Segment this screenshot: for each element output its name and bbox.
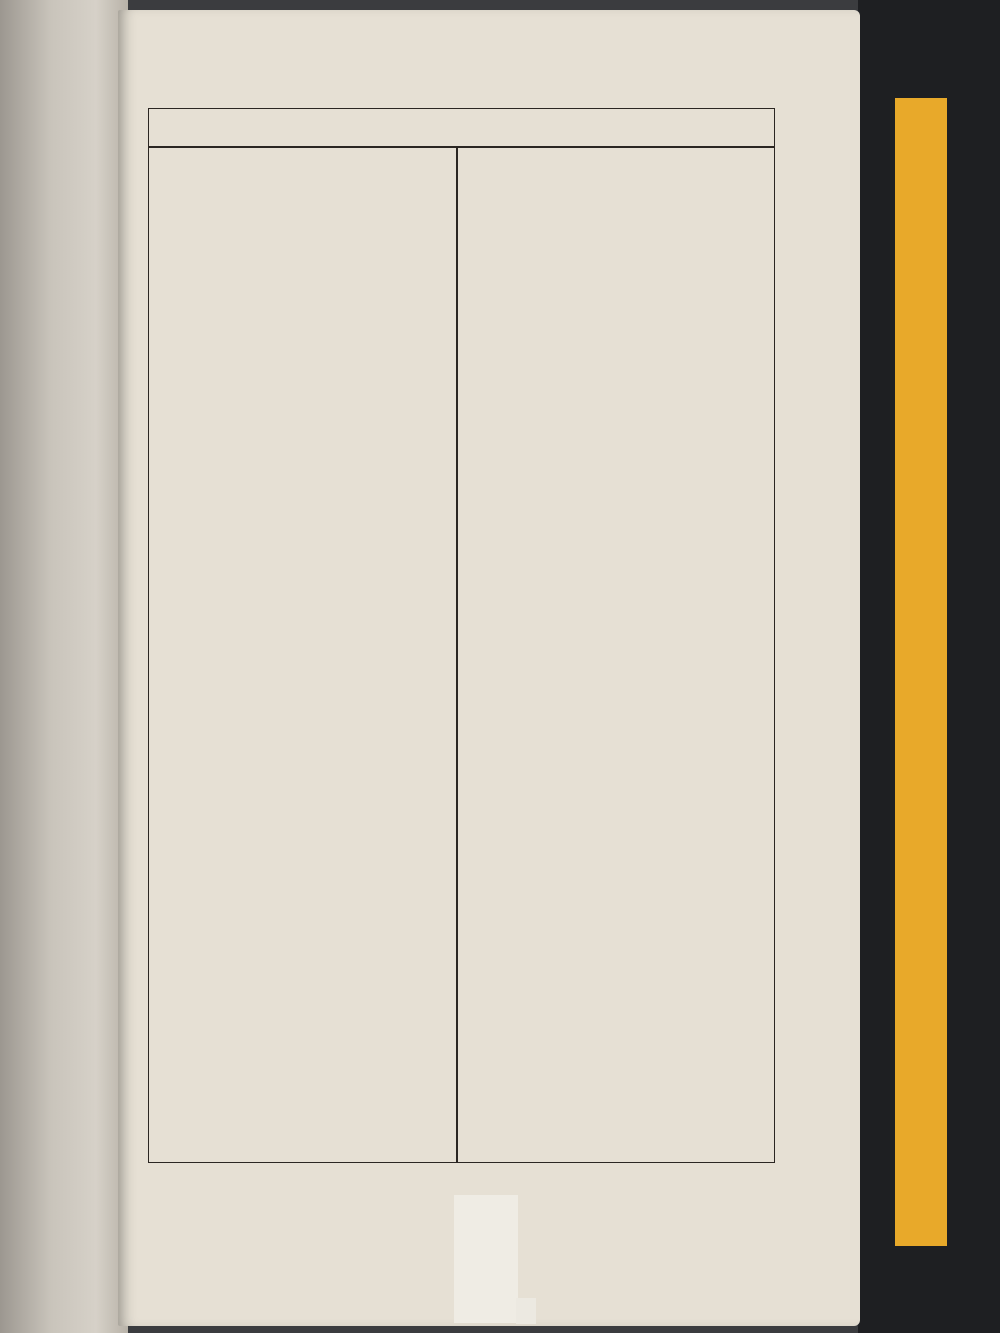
paper-slip-small <box>516 1298 536 1324</box>
measuring-ruler <box>895 98 947 1246</box>
paper-slip <box>454 1195 518 1323</box>
header-rule <box>148 146 775 148</box>
column-divider <box>456 148 458 1163</box>
left-facing-page <box>0 0 128 1333</box>
page-frame <box>148 108 775 1163</box>
